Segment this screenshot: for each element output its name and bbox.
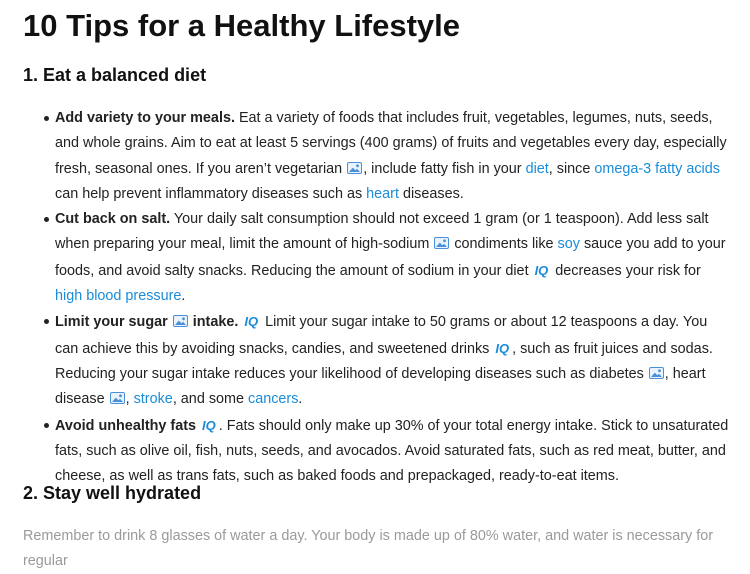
tip-text: condiments like [450, 236, 558, 253]
page-title: 10 Tips for a Healthy Lifestyle [23, 8, 461, 43]
tip-text: can help prevent inflammatory diseases such as [55, 185, 367, 202]
iq-icon[interactable]: IQ [495, 340, 510, 356]
list-item [55, 309, 730, 412]
tip-text: . Fats should only make up 30% of your total energy intake. Stick to unsaturated fats, such as olive oil, fish, nuts, seeds, and avocados. Avoid saturated fats, such as red meat, butter, and cheese, as well as trans fats, such as baked foods and prepackaged, ready-to-eat items. [55, 417, 729, 485]
tip-text: , [125, 391, 134, 408]
tip-lead: Avoid unhealthy fats [55, 417, 196, 434]
list-item [55, 207, 730, 309]
image-placeholder-icon[interactable] [649, 367, 664, 379]
tip-text: , since [548, 160, 595, 177]
tip-text: . [298, 391, 303, 408]
image-placeholder-icon[interactable] [347, 162, 362, 174]
hydration-paragraph [23, 524, 723, 574]
link-diet[interactable]: diet [525, 160, 549, 177]
tip-lead: Cut back on salt. [55, 211, 171, 228]
tip-text: decreases your risk for [551, 262, 701, 279]
tip-text: , and some [172, 391, 249, 408]
tip-text: , include fatty fish in your [363, 160, 526, 177]
list-item [55, 413, 730, 490]
tip-text: . [181, 288, 186, 305]
hydration-paragraph-text: Remember to drink 8 glasses of water a day. Your body is made up of 80% water, and water is necessary for regular [23, 528, 714, 569]
link-soy[interactable]: soy [557, 236, 580, 253]
tip-text: , such as fruit juices and sodas. Reducing your sugar intake reduces your likelihood of developing diseases such as diabetes [55, 340, 713, 382]
tip-text: Limit your sugar intake to 50 grams or about 12 teaspoons a day. You can achieve this by avoiding snacks, candies, and sweetened drinks [55, 314, 708, 357]
iq-icon[interactable]: IQ [202, 417, 216, 433]
link-stroke[interactable]: stroke [133, 391, 173, 408]
section-heading-balanced-diet: 1. Eat a balanced diet [23, 65, 207, 85]
iq-icon[interactable]: IQ [534, 262, 549, 278]
list-item [55, 106, 730, 207]
tip-lead: Add variety to your meals. [55, 110, 235, 126]
link-heart[interactable]: heart [366, 185, 399, 202]
tip-text: , heart disease [55, 365, 706, 408]
tip-lead: intake. [188, 314, 239, 331]
link-omega-3[interactable]: omega-3 fatty acids [594, 160, 720, 177]
image-placeholder-icon[interactable] [434, 237, 449, 249]
tip-text: sauce you add to your foods, and avoid salty snacks. Reducing the amount of sodium in your diet [55, 236, 726, 279]
tips-list [55, 106, 730, 489]
iq-icon[interactable]: IQ [244, 314, 259, 330]
link-cancers[interactable]: cancers [248, 391, 299, 408]
tip-text: Eat a variety of foods that includes fruit, vegetables, legumes, nuts, seeds, and whole grains. Aim to eat at least 5 servings (400 grams) of fruits and vegetables every day, especially fresh, seasonal ones. If you aren’t vegetarian [55, 110, 727, 177]
link-high-blood-pressure[interactable]: high blood pressure [55, 288, 182, 305]
tip-text: diseases. [398, 185, 464, 202]
tip-lead: Limit your sugar [55, 314, 168, 331]
tip-text: Your daily salt consumption should not exceed 1 gram (or 1 teaspoon). Add less salt when preparing your meal, limit the amount of high-sodium [55, 211, 709, 253]
section-heading-hydration: 2. Stay well hydrated [23, 483, 202, 503]
image-placeholder-icon[interactable] [173, 315, 188, 327]
image-placeholder-icon[interactable] [110, 392, 125, 404]
